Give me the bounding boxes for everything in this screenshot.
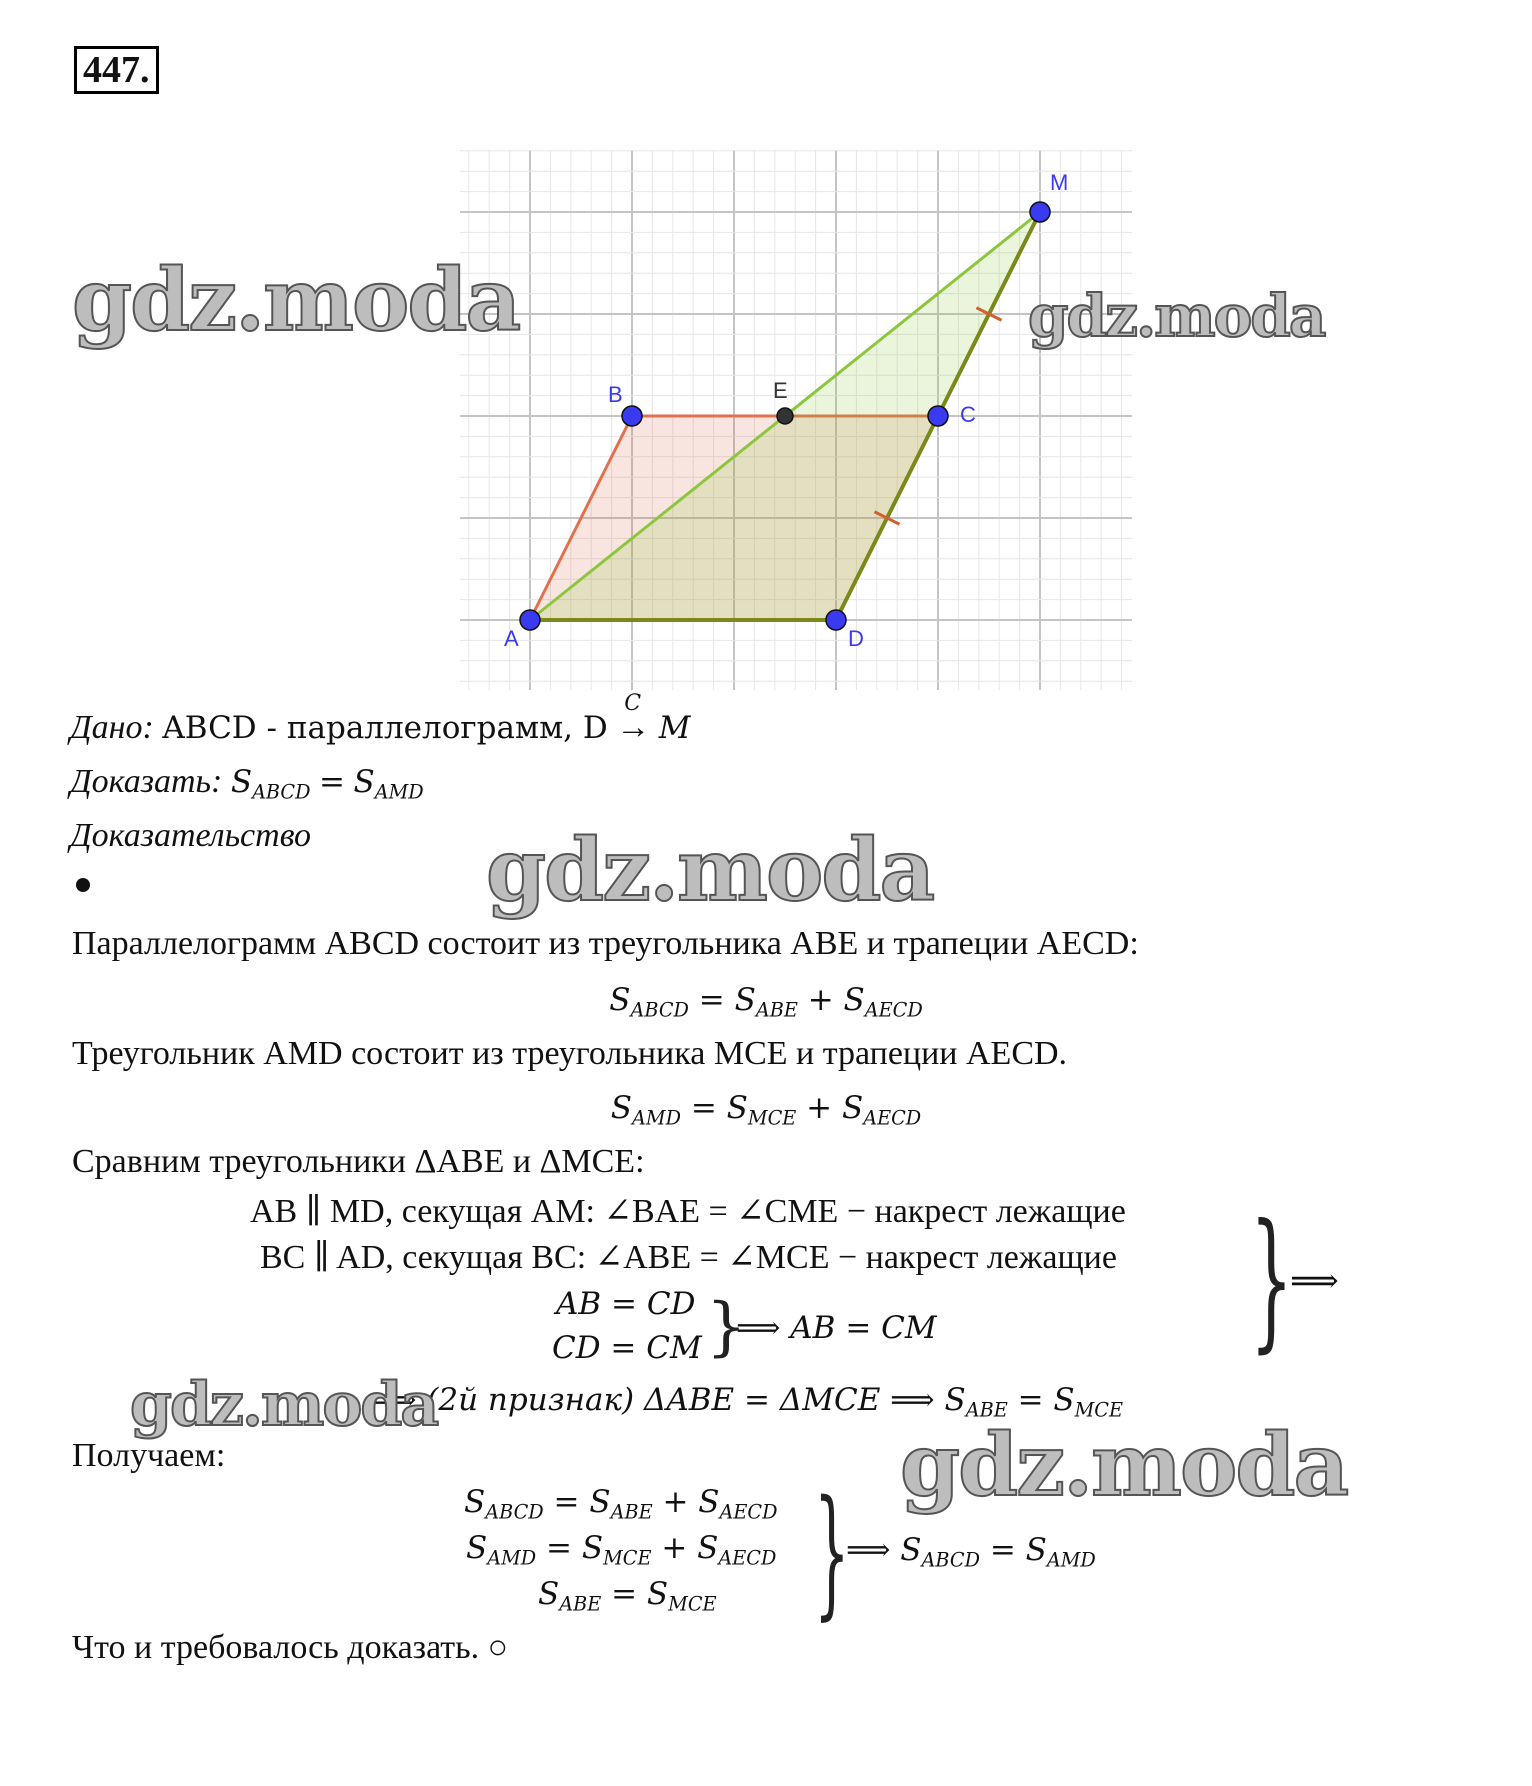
point-label-m: M <box>1050 170 1069 195</box>
geometry-figure <box>460 150 1132 690</box>
watermark: gdz.moda <box>900 1415 1348 1516</box>
result-3: $S_{ABE} = S_{MCE}$ <box>538 1576 717 1616</box>
result-final: ⟹ $S_{ABCD} = S_{AMD}$ <box>846 1532 1096 1572</box>
point-d <box>826 610 846 630</box>
condition-3b: CD = CM <box>552 1330 702 1366</box>
paragraph-2: Треугольник AMD состоит из треугольника MCE и трапеции AECD. <box>72 1035 1068 1072</box>
paragraph-1: Параллелограмм ABCD состоит из треугольника ABE и трапеции AECD: <box>72 925 1139 962</box>
condition-3-result: ⟹ AB = CM <box>736 1310 937 1346</box>
prove-label: Доказать <box>70 763 211 800</box>
given-label: Дано <box>70 709 143 746</box>
big-brace: } <box>1250 1193 1293 1367</box>
condition-2: BC ∥ AD, секущая BC: ∠ABE = ∠MCE − накрест лежащие <box>260 1239 1117 1276</box>
result-brace: } <box>814 1471 850 1634</box>
watermark: gdz.moda <box>486 820 934 921</box>
point-e <box>777 408 793 424</box>
proof-label: Доказательство <box>70 817 312 854</box>
point-m <box>1030 202 1050 222</box>
point-a <box>520 610 540 630</box>
point-label-d: D <box>848 626 864 651</box>
small-brace: } <box>706 1290 747 1364</box>
point-label-e: E <box>773 378 788 403</box>
watermark: gdz.moda <box>1028 282 1325 350</box>
paragraph-3: Сравним треугольники ΔABE и ΔMCE: <box>72 1143 645 1180</box>
given-line: Дано: ABCD - параллелограмм, D C → M <box>70 708 691 748</box>
condition-1: AB ∥ MD, секущая AM: ∠BAE = ∠CME − накрест лежащие <box>250 1193 1126 1230</box>
end-line: Что и требовалось доказать. ○ <box>72 1629 509 1666</box>
paragraph-4: Получаем: <box>72 1437 226 1474</box>
watermark: gdz.moda <box>130 1370 438 1440</box>
point-label-b: B <box>608 382 623 407</box>
condition-3a: AB = CD <box>556 1286 696 1322</box>
given-text: ABCD - параллелограмм, D <box>162 710 608 746</box>
arrow-label: C <box>624 691 642 716</box>
given-end: M <box>658 710 691 746</box>
bullet <box>76 878 90 892</box>
conclusion-line: ⟹ (2й признак) ΔABE = ΔMCE ⟹ $S_{ABE} = S_{MCE}$ <box>372 1382 1124 1422</box>
big-brace-implies: ⟹ <box>1290 1263 1339 1300</box>
result-2: $S_{AMD} = S_{MCE} + S_{AECD}$ <box>466 1530 777 1570</box>
formula-1: $S_{ABCD} = S_{ABE} + S_{AECD}$ <box>609 982 923 1022</box>
prove-line: Доказать: $S_{ABCD} = S_{AMD}$ <box>70 763 424 804</box>
problem-number: 447. <box>74 46 159 94</box>
formula-2: $S_{AMD} = S_{MCE} + S_{AECD}$ <box>610 1090 922 1130</box>
point-label-a: A <box>504 626 519 651</box>
point-label-c: C <box>960 402 976 427</box>
watermark: gdz.moda <box>72 250 520 351</box>
result-1: $S_{ABCD} = S_{ABE} + S_{AECD}$ <box>464 1484 778 1524</box>
arrow-over-c: C → <box>616 708 650 748</box>
point-b <box>622 406 642 426</box>
point-c <box>928 406 948 426</box>
